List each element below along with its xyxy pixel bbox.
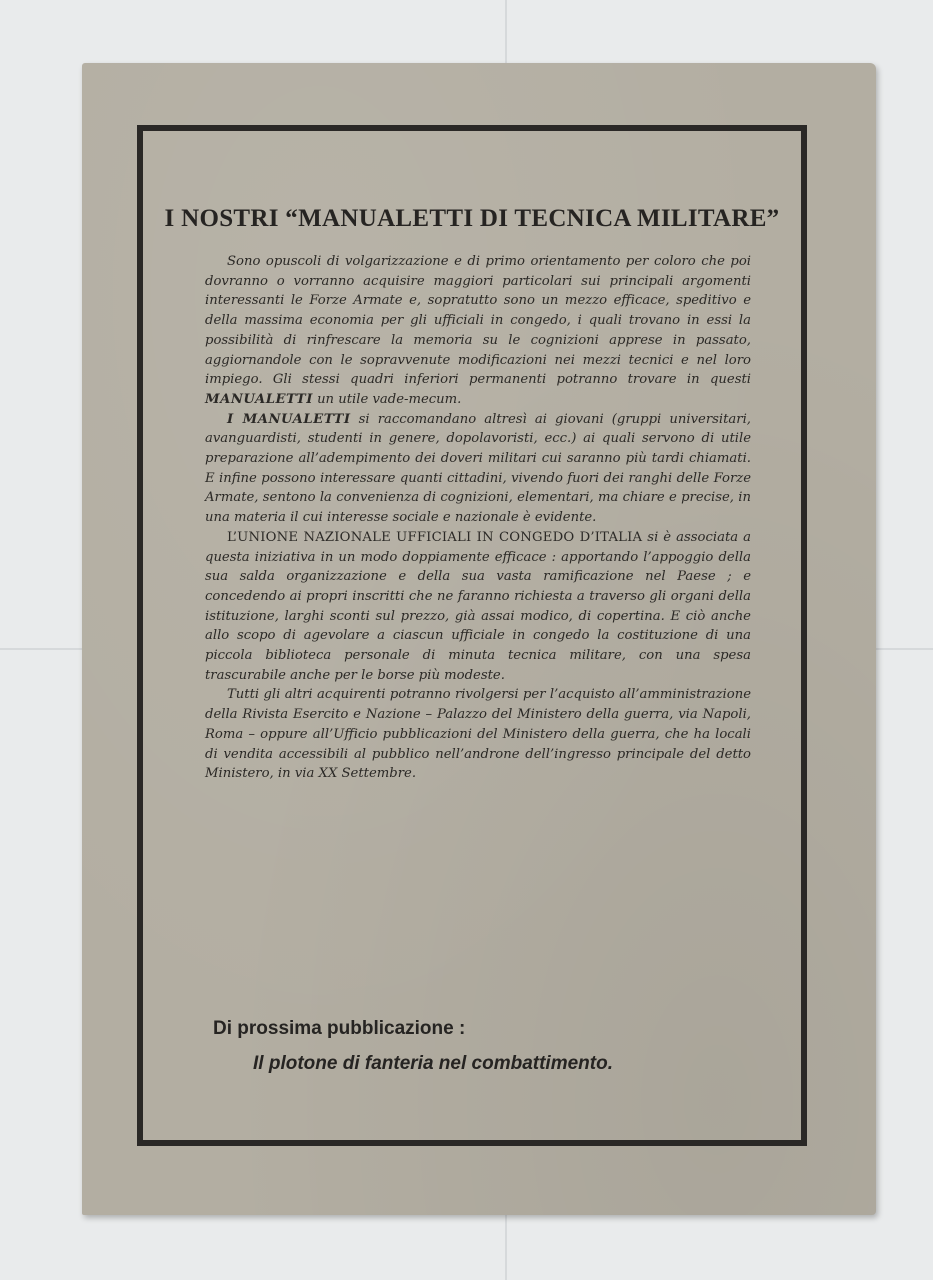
paragraph-2 [205,410,751,528]
page-title: I NOSTRI “MANUALETTI DI TECNICA MILITARE” [164,205,780,232]
paragraph-3-lead: L’UNIONE NAZIONALE UFFICIALI IN CONGEDO D’ITALIA [227,529,643,545]
forthcoming-label: Di prossima pubblicazione : [213,1018,466,1039]
body-text [205,252,751,784]
forthcoming-title: Il plotone di fanteria nel combattimento. [253,1053,613,1074]
paragraph-1 [205,252,751,410]
paragraph-4-text: Tutti gli altri acquirenti potranno rivolgersi per l’acquisto all’amministrazione della Rivista Esercito e Nazione – Palazzo del Ministero della guerra, via Napoli, Roma – oppure all’Ufficio pubblicazioni del Ministero della guerra, che ha locali di vendita accessibili al pubblico nell’androne dell’ingresso principale del detto Ministero, in via XX Settembre. [205,687,751,782]
paragraph-4 [205,685,751,784]
document-page [82,63,876,1215]
paragraph-2-lead: I MANUALETTI [227,411,351,427]
paragraph-3 [205,528,751,686]
paragraph-3-text: si è associata a questa iniziativa in un modo doppiamente efficace : apportando l’appoggio della sua salda organizzazione e della sua vasta ramificazione nel Paese ; e concedendo ai propri inscritti che ne faranno richiesta a traverso gli organi della istituzione, larghi sconti sul prezzo, già assai modico, di copertina. E ciò anche allo scopo di agevolare a ciascun ufficiale in congedo la costituzione di una piccola biblioteca personale di minuta tecnica militare, con una spesa trascurabile anche per le borse più modeste. [205,529,751,683]
paragraph-1-tail: un utile vade-mecum. [317,391,462,407]
paragraph-2-text: si raccomandano altresì ai giovani (gruppi universitari, avanguardisti, studenti in genere, dopolavoristi, ecc.) ai quali servono di utile preparazione all’adempimento dei doveri militari cui saranno più tardi chiamati. E infine possono interessare quanti cittadini, vivendo fuori dei ranghi delle Forze Armate, sentono la convenienza di cognizioni, elementari, ma chiare e precise, in una materia il cui interesse sociale e nazionale è evidente. [205,411,751,526]
page-border-frame [137,125,807,1146]
paragraph-1-emphasis: MANUALETTI [205,391,313,407]
paragraph-1-text: Sono opuscoli di volgarizzazione e di primo orientamento per coloro che poi dovranno o vorranno acquisire maggiori particolari sui principali argomenti interessanti le Forze Armate e, sopratutto sono un mezzo efficace, speditivo e della massima economia per gli ufficiali in congedo, i quali trovano in essi la possibilità di rinfrescare la memoria su le cognizioni apprese in passato, aggiornandole con le sopravvenute modificazioni nei mezzi tecnici e nel loro impiego. Gli stessi quadri inferiori permanenti potranno trovare in questi [205,254,751,388]
